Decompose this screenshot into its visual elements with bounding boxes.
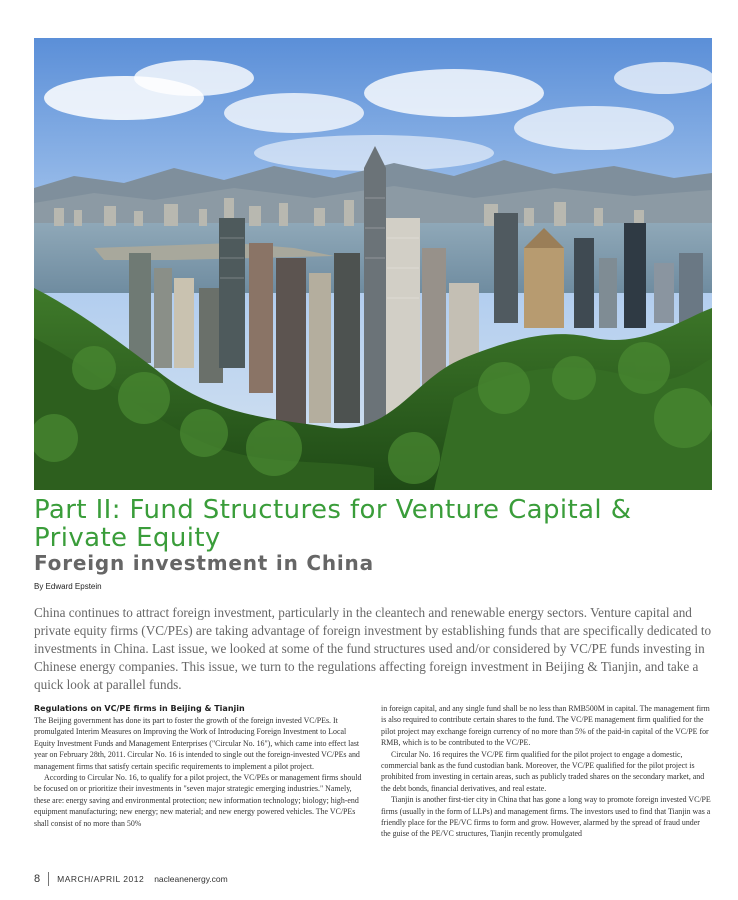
body-paragraph: According to Circular No. 16, to qualify for a pilot project, the VC/PEs or management firms should be focused on or prioritize their investments in "seven major strategic emerging industries." Namely, these are: energy saving and environmental protection; new information technology; biology; high-end equipment manufacturing; new energy; new material; and new energy powered vehicles. The VC/PEs shall consist of no more than 50% bbox=[34, 773, 362, 828]
issue-date: MARCH/APRIL 2012 bbox=[57, 874, 145, 884]
skyline-illustration bbox=[34, 38, 712, 490]
body-paragraph: in foreign capital, and any single fund shall be no less than RMB500M in capital. The management firm is also required to contribute certain shares to the fund. The VC/PE management firm qualified for the pilot project may exchange foreign currency of no more than 5% of the paid-in capital of the VC/PE for RMB, which is to be contributed to the VC/PE. bbox=[381, 704, 710, 748]
article-title: Part II: Fund Structures for Venture Capital & Private Equity bbox=[34, 495, 632, 553]
body-column-left bbox=[34, 703, 364, 829]
article-subtitle: Foreign investment in China bbox=[34, 551, 374, 575]
page-number: 8 bbox=[34, 873, 41, 885]
body-column-right bbox=[381, 703, 711, 840]
byline: By Edward Epstein bbox=[34, 582, 102, 591]
body-paragraph: Tianjin is another first-tier city in China that has gone a long way to promote foreign invested VC/PE firms (usually in the form of LLPs) and management firms. The investors used to find that Tianjin was a friendly place for the PE/VC firms to form and grow. However, alarmed by the spread of fraud under the guise of the PE/VC structures, Tianjin recently promulgated bbox=[381, 795, 711, 839]
website-link[interactable]: nacleanenergy.com bbox=[154, 874, 228, 884]
footer-divider bbox=[48, 872, 49, 886]
body-paragraph: The Beijing government has done its part to foster the growth of the foreign invested VC/PEs. It promulgated Interim Measures on Improving the Work of Introducing Foreign Investment to Local Equity Investment Funds and Management Enterprises ("Circular No. 16"), which came into effect last year on February 28th, 2011. Circular No. 16 is intended to single out the foreign-invested VC/PEs and management firms that satisfy certain specific requirements to implement a pilot project. bbox=[34, 716, 360, 771]
section-heading: Regulations on VC/PE firms in Beijing & Tianjin bbox=[34, 704, 245, 713]
hero-photo bbox=[34, 38, 712, 490]
page-footer bbox=[34, 872, 228, 886]
body-paragraph: Circular No. 16 requires the VC/PE firm qualified for the pilot project to engage a domestic, commercial bank as the fund custodian bank. Moreover, the VC/PE qualified for the pilot project is prohibited from investing in certain areas, such as publicly traded shares on the secondary market, and the debt bonds, financial derivatives, and real estate. bbox=[381, 749, 705, 793]
intro-paragraph: China continues to attract foreign investment, particularly in the cleantech and renewable energy sectors. Venture capital and private equity firms (VC/PEs) are taking advantage of foreign investment by establishing funds that are specifically dedicated to investments in China. Last issue, we looked at some of the fund structures used and/or considered by VC/PE funds investing in Chinese energy companies. This issue, we turn to the regulations affecting foreign investment in Beijing & Tianjin, and take a quick look at parallel funds. bbox=[34, 605, 712, 692]
